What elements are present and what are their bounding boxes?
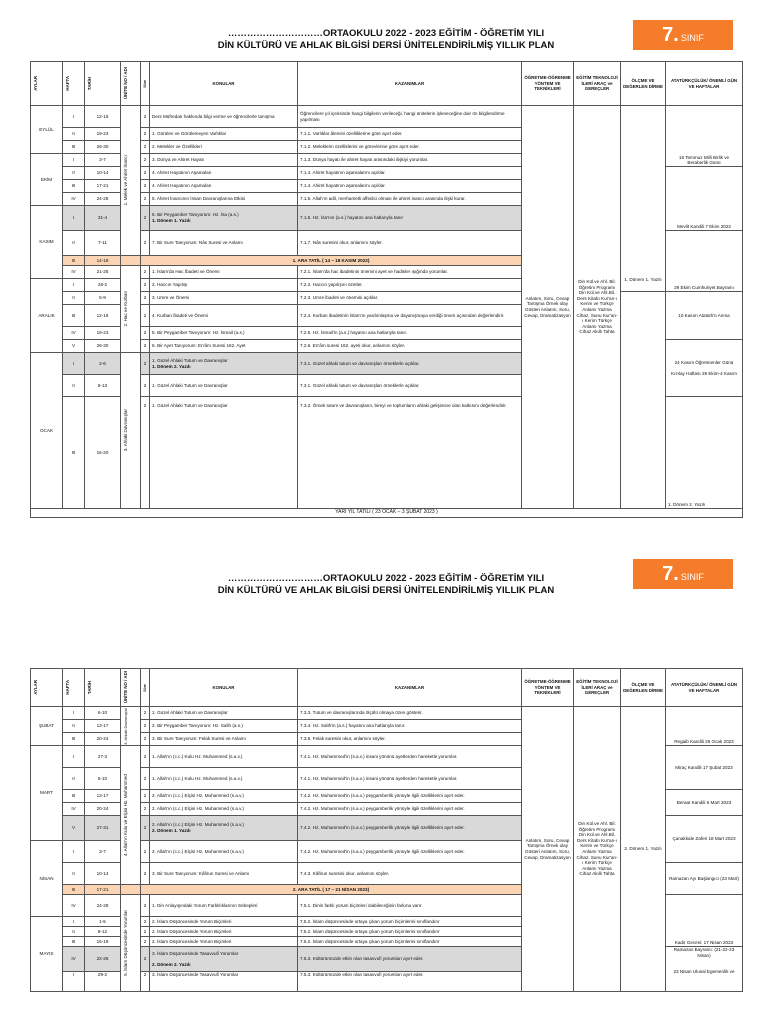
topic-cell: 1. Allah'ın (c.c.) Kulu Hz. Muhammed (s.a.v.) <box>150 768 298 790</box>
unit-3-label: 3. Ahlaki Davranışlar <box>123 707 128 745</box>
unit-5-label: 5. İslam Düşüncesinde Yorumlar <box>123 910 128 976</box>
week-cell: IV <box>63 193 85 206</box>
topic-cell: 3. Dünya ve Ahiret Hayatı <box>150 154 298 167</box>
header-methods: ÖĞRETME-ÖĞRENME YÖNTEM VE TEKNİKLERİ <box>522 62 574 106</box>
date-cell: 7-11 <box>85 231 121 256</box>
special-cell-d: Çanakkale Zaferi 18 Mart 2023 <box>666 816 743 863</box>
topic-cell: 1. Allah'ın (c.c.) Kulu Hz. Muhammed (s.a.v.) <box>150 746 298 768</box>
date-cell: 8-12 <box>85 927 121 937</box>
header-month: AYLAR <box>33 76 38 91</box>
page-title-line2: DİN KÜLTÜRÜ VE AHLAK BİLGİSİ DERSİ ÜNİTELENDİRİLMİŞ YILLIK PLAN <box>217 40 555 51</box>
date-cell: 20-24 <box>85 803 121 816</box>
topic-cell: 1. Görülen ve Görülemeyen Varlıklar <box>150 128 298 141</box>
date-cell: 16-20 <box>85 397 121 509</box>
unit-3-label: 3. Ahlaki Davranışlar <box>123 409 128 452</box>
hours-cell: 2 <box>141 720 150 733</box>
date-cell: 6-10 <box>85 707 121 720</box>
topic-text: 6. Bir Peygamber Tanıyorum: Hz. İsa (a.s.) <box>152 212 239 218</box>
week-cell: IV <box>63 803 85 816</box>
grade-badge <box>633 20 733 50</box>
hours-cell: 2 <box>141 707 150 720</box>
date-cell: 31-4 <box>85 206 121 231</box>
outcome-cell: 7.3.5. Felak suresini okur, anlamını söyler. <box>298 733 522 746</box>
page-title-line1: …………………………ORTAOKULU 2022 - 2023 EĞİTİM - ÖĞRETİM YILI <box>227 573 545 584</box>
exam-label: 2. Dönem 1. Yazılı <box>152 828 191 833</box>
special-cell-g <box>666 947 743 992</box>
grade-badge <box>633 559 733 589</box>
special-cell-e <box>666 340 743 397</box>
week-cell: I <box>63 106 85 128</box>
date-cell: 20-24 <box>85 733 121 746</box>
topic-cell: 6. Bir Ayet Tanıyorum: En'âm Suresi 162. Ayet <box>150 340 298 353</box>
month-subat: ŞUBAT <box>31 707 63 746</box>
page-title-line2: DİN KÜLTÜRÜ VE AHLAK BİLGİSİ DERSİ ÜNİTELENDİRİLMİŞ YILLIK PLAN <box>217 585 555 596</box>
holiday-unit-cell <box>121 256 141 266</box>
outcome-cell: 7.4.3. Kâfirun suresini okur, anlamını söyler. <box>298 863 522 885</box>
unit-4-label: 4. Allah'ın Kulu ve Elçisi Hz. Muhammed <box>123 773 128 857</box>
special-g-text: Ramazan Bayramı: (21-22-23 Nisan) <box>673 947 735 958</box>
footer-row <box>31 509 743 518</box>
date-cell: 26-30 <box>85 340 121 353</box>
date-cell: 24-28 <box>85 895 121 917</box>
date-cell: 13-17 <box>85 720 121 733</box>
date-cell: 12-16 <box>85 305 121 327</box>
date-cell: 9-13 <box>85 375 121 397</box>
date-cell: 22-26 <box>85 947 121 972</box>
month-ocak: OCAK <box>31 353 63 509</box>
date-cell: 3-7 <box>85 154 121 167</box>
special-cell-c: 29 Ekim Cumhuriyet Bayramı <box>666 231 743 292</box>
assessment-cell-2 <box>621 292 666 509</box>
date-cell: 17-21 <box>85 180 121 193</box>
hours-cell: 2 <box>141 327 150 340</box>
exam-label: 1. Dönem 2. Yazılı <box>152 363 191 369</box>
topic-cell: 2. Haccın Yapılışı <box>150 279 298 292</box>
header-week: HAFTA <box>65 76 70 91</box>
topic-cell: 5. Bir Peygamber Tanıyorum: Hz. İsmail (a.s.) <box>150 327 298 340</box>
week-cell: I <box>63 841 85 863</box>
week-cell: III <box>63 256 85 266</box>
week-cell: II <box>63 863 85 885</box>
special-f-text: Kızılay Haftası 29 Ekim-4 Kasım <box>671 370 737 376</box>
topic-cell: 2. Allah'ın (c.c.) Elçisi Hz. Muhammed (s.a.v.) <box>150 803 298 816</box>
week-cell: IV <box>63 327 85 340</box>
header-tools: EĞİTİM TEKNOLOJİ İLERİ ARAÇ ve GEREÇLER <box>574 62 621 106</box>
date-cell: 19-23 <box>85 327 121 340</box>
unit-3 <box>121 707 141 746</box>
outcome-cell: 7.2.2. Haccın yapılışını özetler. <box>298 279 522 292</box>
tools-cell: Din Kül.ve Ahl. Bil. Öğretim Programı Din Kül.ve Ahl.Bil. Ders Kitabı Kur'an-ı Kerim ve Türkçe Anlamı Yazma Cihaz, Sunu Kur'an-ı Kerim Türkçe Anlamı Yazma Cihaz Akıllı Tahta <box>574 106 621 509</box>
methods-cell: Anlatım, Soru, Cevap Tartışma Örnek olay Gösteri Anlatım, Soru, Cevap, Dramatizasyon <box>522 106 574 509</box>
outcome-cell: 7.4.2. Hz. Muhammed'in (s.a.v.) peygamberlik yönüyle ilgili özelliklerini ayırt eder. <box>298 790 522 803</box>
week-cell: II <box>63 167 85 180</box>
date-cell: 12-16 <box>85 106 121 128</box>
unit-5 <box>121 895 141 992</box>
week-cell: II <box>63 927 85 937</box>
unit-2 <box>121 266 141 353</box>
month-mayis: MAYIS <box>31 917 63 992</box>
topic-cell: 1. Güzel Ahlaki Tutum ve Davranışlar <box>150 397 298 509</box>
special-cell-c: Beraat Kandili 6 Mart 2023 <box>666 790 743 816</box>
special-cell-a: 15 Temmuz Milli Birlik ve Beraberlik Günü <box>666 106 743 167</box>
holiday-label: 1. ARA TATİL ( 14 – 18 KASIM 2022) <box>141 256 522 266</box>
outcome-cell: 7.4.2. Hz. Muhammed'in (s.a.v.) peygamberlik yönüyle ilgili özelliklerini ayırt eder. <box>298 803 522 816</box>
outcome-cell: 7.5.2. İslam düşüncesinde ortaya çıkan yorum biçimlerini sınıflandırır <box>298 927 522 937</box>
outcome-cell: 7.4.2. Hz. Muhammed'in (s.a.v.) peygamberlik yönüyle ilgili özelliklerini ayırt eder. <box>298 841 522 863</box>
hours-cell: 2 <box>141 128 150 141</box>
grade-number: 7. <box>662 563 679 585</box>
week-cell: II <box>63 231 85 256</box>
outcome-cell: 7.5.3. Kültürümüzde etkin olan tasavvufi yorumları ayırt eder. <box>298 972 522 992</box>
header-week: HAFTA <box>65 680 70 695</box>
outcome-cell: 7.5.2. İslam düşüncesinde ortaya çıkan yorum biçimlerini sınıflandırır <box>298 937 522 947</box>
outcome-cell: 7.3.2. Örnek tutum ve davranışların, bireyi ve toplumların ahlaki gelişimine olan katkısını değerlendirir. <box>298 397 522 509</box>
hours-cell: 2 <box>141 803 150 816</box>
outcome-cell: 7.1.4. Ahiret hayatının aşamalarını açıklar. <box>298 167 522 180</box>
topic-text: 3. İslam Düşüncesinde Tasavvufi Yorumlar <box>152 950 239 956</box>
unit-4 <box>121 746 141 885</box>
hours-cell: 2 <box>141 305 150 327</box>
outcome-cell: 7.2.1. İslam'da hac ibadetinin önemini ayet ve hadisler ışığında yorumlar. <box>298 266 522 279</box>
date-cell: 27-3 <box>85 746 121 768</box>
week-cell: I <box>63 972 85 992</box>
hours-cell: 2 <box>141 746 150 768</box>
grade-number: 7. <box>662 24 679 46</box>
week-cell: I <box>63 206 85 231</box>
plan-table-2 <box>30 668 743 992</box>
assessment-end-cell: 1. Dönem 2. Yazılı <box>666 397 743 509</box>
header-topics: KONULAR <box>150 62 298 106</box>
table-row <box>31 707 743 720</box>
hours-cell: 2 <box>141 947 150 972</box>
unit-3 <box>121 353 141 509</box>
hours-cell: 2 <box>141 279 150 292</box>
outcome-cell: 7.3.3. Tutum ve davranışlarında ölçülü olmaya özen gösterir. <box>298 707 522 720</box>
hours-cell: 2 <box>141 292 150 305</box>
header-topics: KONULAR <box>150 669 298 707</box>
topic-cell: 2. İslam Düşüncesinde Yorum Biçimleri <box>150 927 298 937</box>
assessment-cell: 1. Dönem 1. Yazılı <box>621 106 666 292</box>
hours-cell: 2 <box>141 180 150 193</box>
week-cell: IV <box>63 947 85 972</box>
topic-text: 1. Güzel Ahlaki Tutum ve Davranışlar <box>152 357 228 363</box>
hours-cell: 2 <box>141 231 150 256</box>
hours-cell: 2 <box>141 863 150 885</box>
hours-cell: 2 <box>141 167 150 180</box>
topic-cell: 1. Din Anlayışındaki Yorum Farklılıklarının Sebepleri <box>150 895 298 917</box>
header-outcomes: KAZANIMLAR <box>298 62 522 106</box>
month-mart: MART <box>31 746 63 841</box>
week-cell: II <box>63 128 85 141</box>
topic-cell: 2. Allah'ın (c.c.) Elçisi Hz. Muhammed (s.a.v.) <box>150 841 298 863</box>
exam-label: 1. Dönem 1. Yazılı <box>152 218 191 223</box>
date-cell: 19-23 <box>85 128 121 141</box>
hours-cell: 2 <box>141 266 150 279</box>
topic-cell: 3. İslam Düşüncesinde Tasavvufi Yorumlar <box>150 972 298 992</box>
topic-cell: 4. Ahiret Hayatının Aşamaları <box>150 180 298 193</box>
topic-cell: 1. Güzel Ahlaki Tutum ve Davranışlar <box>150 707 298 720</box>
table-header-row <box>31 669 743 707</box>
header-special: ATATÜRKÇÜLÜK/ ÖNEMLİ GÜN VE HAFTALAR <box>666 62 743 106</box>
hours-cell: 2 <box>141 106 150 128</box>
hours-cell: 2 <box>141 206 150 231</box>
hours-cell: 2 <box>141 895 150 917</box>
week-cell: III <box>63 180 85 193</box>
outcome-cell: 7.4.1. Hz. Muhammed'in (s.a.v.) insani yönünü ayetlerden hareketle yorumlar. <box>298 768 522 790</box>
date-cell: 10-14 <box>85 863 121 885</box>
outcome-cell: 7.5.2. İslam düşüncesinde ortaya çıkan yorum biçimlerini sınıflandırır <box>298 917 522 927</box>
outcome-cell: 7.3.4. Hz. Salih'in (a.s.) hayatını ana hatlarıyla tanır. <box>298 720 522 733</box>
week-cell: III <box>63 790 85 803</box>
holiday-unit-cell <box>121 885 141 895</box>
hours-cell: 2 <box>141 193 150 206</box>
special-e-text: 24 Kasım Öğretmenler Günü <box>674 359 734 365</box>
outcome-cell: 7.5.3. Kültürümüzde etkin olan tasavvufi yorumları ayırt eder. <box>298 947 522 972</box>
week-cell: III <box>63 397 85 509</box>
header-month: AYLAR <box>33 680 38 695</box>
week-cell: V <box>63 816 85 841</box>
hours-cell: 2 <box>141 768 150 790</box>
grade-label: SINIF <box>680 572 704 582</box>
special-cell-b: Miraç Kandili 17 Şubat 2023 <box>666 746 743 790</box>
date-cell: 3-7 <box>85 841 121 863</box>
week-cell: I <box>63 746 85 768</box>
month-ekim: EKİM <box>31 154 63 206</box>
date-cell: 5-9 <box>85 292 121 305</box>
topic-cell: 2. Melekler ve Özellikleri <box>150 141 298 154</box>
week-cell: I <box>63 917 85 927</box>
topic-cell: 2. Allah'ın (c.c.) Elçisi Hz. Muhammed (s.a.v.) <box>150 790 298 803</box>
week-cell: V <box>63 340 85 353</box>
outcome-cell: 7.4.1. Hz. Muhammed'in (s.a.v.) insani yönünü ayetlerden hareketle yorumlar. <box>298 746 522 768</box>
outcome-cell: 7.3.1. Güzel ahlaki tutum ve davranışları örneklerle açıklar. <box>298 375 522 397</box>
topic-text: 2. Allah'ın (c.c.) Elçisi Hz. Muhammed (s.a.v.) <box>152 822 244 828</box>
hours-cell: 2 <box>141 841 150 863</box>
topic-cell: 4. Kurban İbadeti ve Önemi <box>150 305 298 327</box>
header-date: TARİH <box>87 76 92 91</box>
hours-cell: 2 <box>141 397 150 509</box>
methods-cell: Anlatım, Soru, Cevap Tartışma Örnek olay Gösteri Anlatım, Soru, Cevap, Dramatizasyon <box>522 707 574 992</box>
table-row <box>31 106 743 128</box>
topic-cell: Ders Müfredatı hakkında bilgi verme ve öğrencilerle tanışma <box>150 106 298 128</box>
hours-cell: 2 <box>141 816 150 841</box>
header-assessment: ÖLÇME VE DEĞERLEN DİRME <box>621 669 666 707</box>
header-tools: EĞİTİM TEKNOLOJİ İLERİ ARAÇ ve GEREÇLER <box>574 669 621 707</box>
topic-cell: 2. Bir Peygamber Tanıyorum: Hz. Salih (a.s.) <box>150 720 298 733</box>
topic-cell <box>150 816 298 841</box>
outcome-cell: 7.2.4. Kurban ibadetinin İslam'ın yardımlaşma ve dayanışmaya verdiği önem açısından değerlendirir. <box>298 305 522 327</box>
topic-cell <box>150 206 298 231</box>
month-aralik: ARALIK <box>31 279 63 353</box>
week-cell: II <box>63 720 85 733</box>
outcome-cell: Öğrencilere yıl içerisinde hangi bilgilerin verileceği, hangi ünitelerin işleneceğine dair ön bilgilendirme yapılması <box>298 106 522 128</box>
week-cell: IV <box>63 895 85 917</box>
outcome-cell: 7.1.5. Allah'ın adil, merhametli affedici olması ile ahiret inancı arasında ilişki kurar. <box>298 193 522 206</box>
header-hours: Süre <box>143 79 147 88</box>
date-cell: 15-19 <box>85 937 121 947</box>
holiday-label: 2. ARA TATİL ( 17 – 21 NİSAN 2023) <box>141 885 522 895</box>
date-cell: 1-5 <box>85 917 121 927</box>
header-methods: ÖĞRETME-ÖĞRENME YÖNTEM VE TEKNİKLERİ <box>522 669 574 707</box>
grade-label: SINIF <box>680 33 704 43</box>
header-date: TARİH <box>87 680 92 695</box>
outcome-cell: 7.4.2. Hz. Muhammed'in (s.a.v.) peygamberlik yönüyle ilgili özelliklerini ayırt eder. <box>298 816 522 841</box>
week-cell: II <box>63 375 85 397</box>
month-eylul: EYLÜL <box>31 106 63 154</box>
topic-cell: 3. Bir Sure Tanıyorum: Felak Suresi ve Anlamı <box>150 733 298 746</box>
unit-1-label: 1. Melek ve Ahiret İnancı <box>123 155 128 206</box>
outcome-cell: 7.5.1. Dinin farklı yorum biçimleri olabileceğinin farkına varır. <box>298 895 522 917</box>
hours-cell: 2 <box>141 141 150 154</box>
header-assessment: ÖLÇME VE DEĞERLEN DİRME <box>621 62 666 106</box>
topic-cell: 3. Bir Sure Tanıyorum: Kâfirun Suresi ve Anlamı <box>150 863 298 885</box>
header-special: ATATÜRKÇÜLÜK/ ÖNEMLİ GÜN VE HAFTALAR <box>666 669 743 707</box>
date-cell: 10-14 <box>85 167 121 180</box>
week-cell: III <box>63 305 85 327</box>
topic-cell: 5. Ahiret İnancının İnsan Davranışlarına Etkisi <box>150 193 298 206</box>
special-h-text: 23 Nisan Ulusal Egemenlik ve <box>673 969 735 975</box>
header-unit: ÜNİTE NO / ADI <box>123 67 128 100</box>
header-unit: ÜNİTE NO / ADI <box>123 671 128 704</box>
date-cell: 28-2 <box>85 279 121 292</box>
outcome-cell: 7.1.3. Dünya hayatı ile ahiret hayatı arasındaki ilişkiyi yorumlar. <box>298 154 522 167</box>
date-cell: 24-28 <box>85 193 121 206</box>
week-cell: II <box>63 768 85 790</box>
header-outcomes: KAZANIMLAR <box>298 669 522 707</box>
page-title-line1: …………………………ORTAOKULU 2022 - 2023 EĞİTİM - ÖĞRETİM YILI <box>227 28 545 39</box>
week-cell: I <box>63 707 85 720</box>
hours-cell: 2 <box>141 375 150 397</box>
month-nisan: NİSAN <box>31 841 63 917</box>
hours-cell: 2 <box>141 733 150 746</box>
week-cell: III <box>63 937 85 947</box>
hours-cell: 2 <box>141 790 150 803</box>
date-cell: 27-31 <box>85 816 121 841</box>
hours-cell: 2 <box>141 353 150 375</box>
topic-cell: 3. Umre ve Önemi <box>150 292 298 305</box>
topic-cell <box>150 353 298 375</box>
month-kasim: KASIM <box>31 206 63 279</box>
date-cell: 26-30 <box>85 141 121 154</box>
outcome-cell: 7.1.2. Meleklerin özelliklerini ve görevlerine göre ayırt eder. <box>298 141 522 154</box>
tools-cell: Din Kül.ve Ahl. Bil. Öğretim Programı Din Kül.ve Ahl.Bil. Ders Kitabı Kur'an-ı Kerim ve Türkçe Anlamı Yazma Cihaz, Sunu Kur'an-ı Kerim Türkçe Anlamı Yazma Cihaz Akıllı Tahta <box>574 707 621 992</box>
special-cell-f: Kadir Gecesi: 17 Nisan 2023 <box>666 895 743 947</box>
special-cell-e: Ramazan Ayı Başlangıcı (23 Mart) <box>666 863 743 895</box>
hours-cell: 2 <box>141 154 150 167</box>
week-cell: I <box>63 353 85 375</box>
outcome-cell: 7.1.4. Ahiret hayatının aşamalarını açıklar. <box>298 180 522 193</box>
date-cell: 17-21 <box>85 885 121 895</box>
special-cell-b: Mevlit Kandili 7 Ekim 2022 <box>666 167 743 231</box>
outcome-cell: 7.1.6. Hz. İsa'nın (a.s.) hayatını ana hatlarıyla tanır <box>298 206 522 231</box>
header-hours: Süre <box>143 683 147 692</box>
semester-break-label: YARI YIL TATİLİ ( 23 OCAK – 3 ŞUBAT 2023 ) <box>31 509 743 518</box>
topic-cell: 1. İslam'da Hac İbadeti ve Önemi <box>150 266 298 279</box>
special-cell-a: Regaib Kandili 26 Ocak 2023 <box>666 707 743 746</box>
assessment-cell: 2. Dönem 1. Yazılı <box>621 707 666 992</box>
hours-cell: 2 <box>141 937 150 947</box>
outcome-cell: 7.1.1. Varlıklar âlemini özelliklerine göre ayırt eder. <box>298 128 522 141</box>
hours-cell: 2 <box>141 917 150 927</box>
topic-cell: 2. İslam Düşüncesinde Yorum Biçimleri <box>150 917 298 927</box>
table-header-row <box>31 62 743 106</box>
unit-2-label: 2. Hac ve Kurban <box>123 291 128 327</box>
topic-cell: 1. Güzel Ahlaki Tutum ve Davranışlar <box>150 375 298 397</box>
date-cell: 6-10 <box>85 768 121 790</box>
week-cell: III <box>63 733 85 746</box>
week-cell: I <box>63 279 85 292</box>
week-cell: I <box>63 154 85 167</box>
hours-cell: 2 <box>141 927 150 937</box>
topic-cell <box>150 947 298 972</box>
week-cell: III <box>63 141 85 154</box>
date-cell: 21-25 <box>85 266 121 279</box>
date-cell: 2-6 <box>85 353 121 375</box>
topic-cell: 4. Ahiret Hayatının Aşamaları <box>150 167 298 180</box>
outcome-cell: 7.2.5. Hz. İsmail'in (a.s.) hayatını ana hatlarıyla tanır. <box>298 327 522 340</box>
hours-cell: 2 <box>141 340 150 353</box>
outcome-cell: 7.2.6. En'âm suresi 162. ayeti okur, anlamını söyler. <box>298 340 522 353</box>
outcome-cell: 7.3.1. Güzel ahlaki tutum ve davranışları örneklerle açıklar. <box>298 353 522 375</box>
week-cell: III <box>63 885 85 895</box>
date-cell: 29-2 <box>85 972 121 992</box>
hours-cell: 2 <box>141 972 150 992</box>
special-cell-d: 10 Kasım Atatürk'ü Anma <box>666 292 743 340</box>
topic-cell: 2. İslam Düşüncesinde Yorum Biçimleri <box>150 937 298 947</box>
unit-1 <box>121 106 141 256</box>
date-cell: 14-18 <box>85 256 121 266</box>
date-cell: 13-17 <box>85 790 121 803</box>
exam-label: 2. Dönem 2. Yazılı <box>152 961 191 967</box>
week-cell: IV <box>63 266 85 279</box>
week-cell: II <box>63 292 85 305</box>
plan-table-1 <box>30 61 743 518</box>
outcome-cell: 7.1.7. Nâs suresini okur, anlamını söyler. <box>298 231 522 256</box>
topic-cell: 7. Bir Sure Tanıyorum: Nâs Suresi ve Anlamı <box>150 231 298 256</box>
outcome-cell: 7.2.3. Umre ibadeti ve önemini açıklar. <box>298 292 522 305</box>
